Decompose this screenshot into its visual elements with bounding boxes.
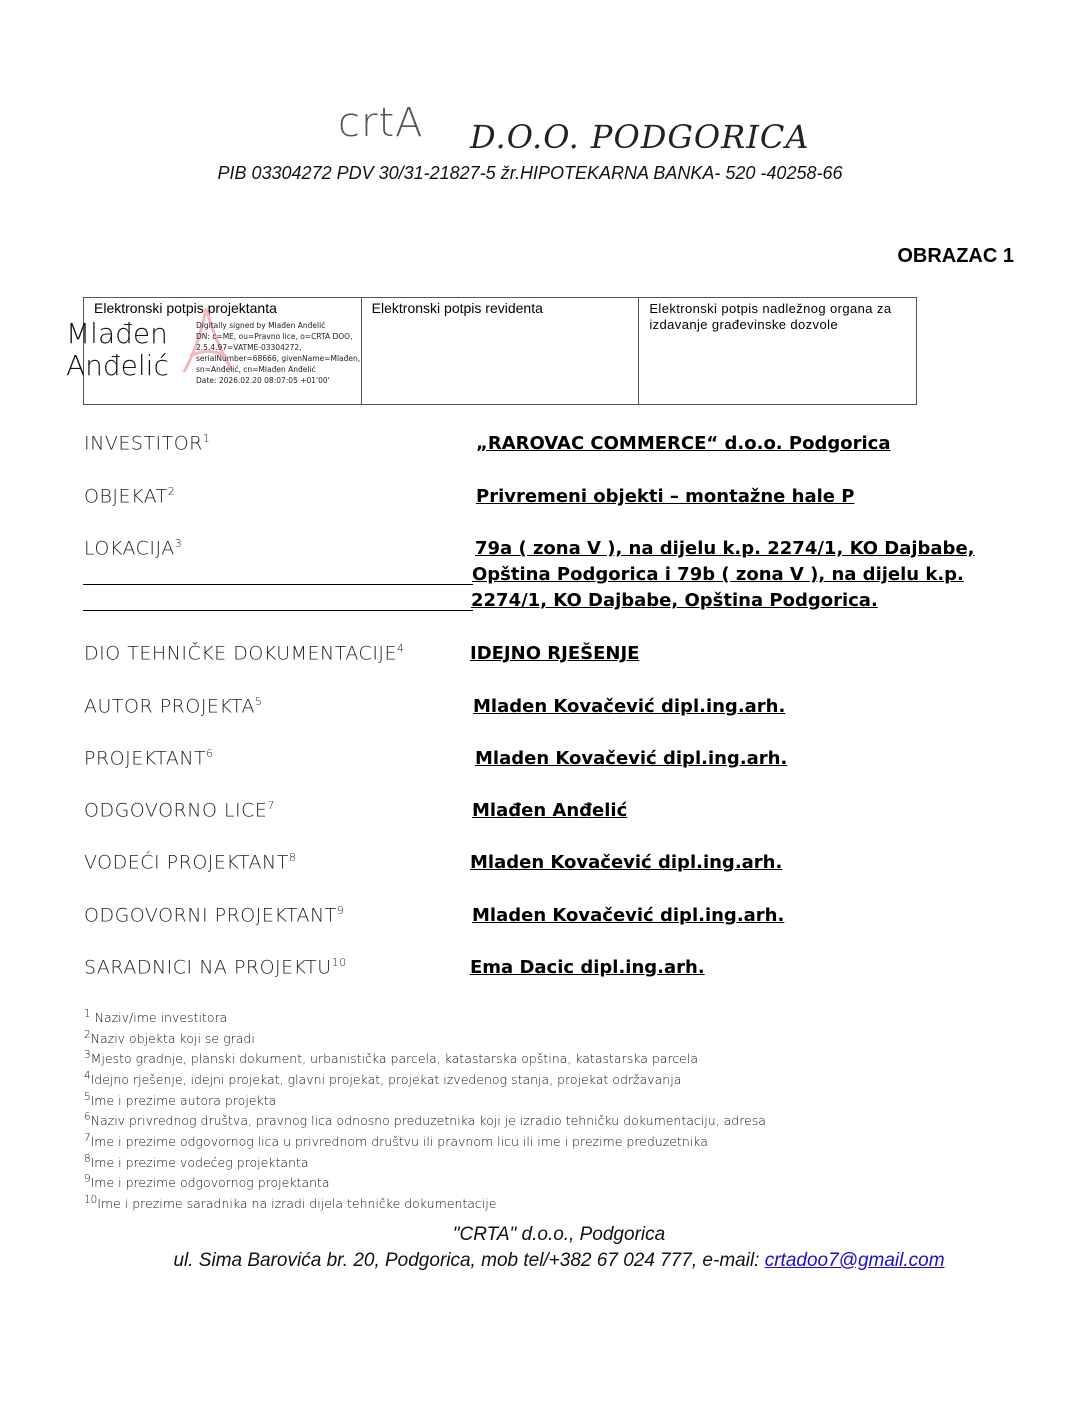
authority-signature-label: Elektronski potpis nadležnog organa za izdavanje građevinske dozvole (649, 301, 892, 332)
object-value: Privremeni objekti – montažne hale P (476, 486, 855, 507)
footnote: $^9$Ime i prezime odgovornog projektanta (84, 1173, 330, 1191)
sig-detail: Date: 2026.02.20 08:07:05 +01'00' (196, 376, 330, 385)
digital-signature-details (196, 320, 360, 386)
field-label: ODGOVORNO LICE$^7$ (84, 799, 275, 822)
reviewer-signature-label: Elektronski potpis revidenta (371, 300, 543, 316)
field-label: SARADNICI NA PROJEKTU$^{10}$ (84, 956, 347, 979)
footnote: $^3$Mjesto gradnje, planski dokument, urbanistička parcela, katastarska opština, katastarska parcela (84, 1049, 699, 1067)
crta-logo: crtA (338, 100, 424, 146)
footer-company: "CRTA" d.o.o., Podgorica (452, 1224, 666, 1245)
footnote: $^{10}$Ime i prezime saradnika na izradi dijela tehničke dokumentacije (84, 1193, 497, 1212)
form-label: OBRAZAC 1 (897, 245, 1014, 267)
sig-detail: Digitally signed by Mlađen Anđelić (196, 321, 326, 330)
sig-detail: serialNumber=68666, givenName=Mlađen, (196, 354, 361, 363)
location-value-line: Opština Podgorica i 79b ( zona V ), na dijelu k.p. (472, 564, 964, 585)
registration-line: PIB 03304272 PDV 30/31-21827-5 žr.HIPOTEKARNA BANKA- 520 -40258-66 (217, 163, 843, 183)
collaborators-value: Ema Dacic dipl.ing.arh. (470, 957, 705, 978)
field-label: OBJEKAT$^2$ (84, 485, 176, 508)
designer-signature-label: Elektronski potpis projektanta (94, 300, 277, 316)
field-label: PROJEKTANT$^6$ (84, 747, 214, 770)
email-link[interactable]: crtadoo7@gmail.com (764, 1250, 945, 1271)
signer-last-name: Anđelić (66, 349, 169, 382)
responsible-designer-value: Mladen Kovačević dipl.ing.arh. (472, 905, 785, 926)
footer-address (0, 1250, 1088, 1272)
footnote: $^7$Ime i prezime odgovornog lica u privrednom društvu ili pravnom licu ili ime i prezime preduzetnika (84, 1131, 708, 1150)
location-value-line: 79a ( zona V ), na dijelu k.p. 2274/1, KO Dajbabe, (475, 538, 975, 559)
authority-signature-cell[interactable] (639, 298, 916, 404)
company-name: D.O.O. PODGORICA (470, 118, 810, 156)
designer-value: Mladen Kovačević dipl.ing.arh. (475, 748, 788, 769)
lead-designer-value: Mladen Kovačević dipl.ing.arh. (470, 852, 783, 873)
responsible-person-value: Mlađen Anđelić (472, 800, 628, 821)
footnotes (84, 1006, 766, 1213)
footnote: $^2$Naziv objekta koji se gradi (84, 1028, 255, 1046)
footnote: $^8$Ime i prezime vodećeg projektanta (84, 1152, 309, 1170)
investor-value: „RAROVAC COMMERCE“ d.o.o. Podgorica (476, 433, 891, 454)
reviewer-signature-cell[interactable] (362, 298, 640, 404)
field-label: LOKACIJA$^3$ (84, 537, 183, 560)
footnote: $^1$ Naziv/ime investitora (84, 1008, 228, 1026)
sig-detail: DN: c=ME, ou=Pravno lice, o=CRTA DOO, (196, 332, 353, 341)
footnote: $^4$Idejno rješenje, idejni projekat, glavni projekat, projekat izvedenog stanja, projekat održavanja (84, 1069, 682, 1088)
underline-divider (83, 584, 473, 585)
doc-part-value: IDEJNO RJEŠENJE (470, 643, 640, 664)
field-label: DIO TEHNIČKE DOKUMENTACIJE$^4$ (84, 642, 405, 665)
underline-divider (83, 610, 473, 611)
sig-detail: sn=Anđelić, cn=Mlađen Anđelić (196, 365, 316, 374)
field-label: INVESTITOR$^1$ (84, 432, 211, 455)
footnote: $^5$Ime i prezime autora projekta (84, 1090, 277, 1108)
signer-name (66, 318, 169, 382)
footer-address-text: ul. Sima Barovića br. 20, Podgorica, mob tel/+382 67 024 777, e-mail: (173, 1250, 765, 1271)
sig-detail: 2.5.4.97=VATME-03304272, (196, 343, 302, 352)
field-label: AUTOR PROJEKTA$^5$ (84, 695, 263, 718)
footnote: $^6$Naziv privrednog društva, pravnog lica odnosno preduzetnika koji je izradio tehničku dokumentaciju, adresa (84, 1111, 766, 1129)
author-value: Mladen Kovačević dipl.ing.arh. (473, 696, 786, 717)
field-label: VODEĆI PROJEKTANT$^8$ (84, 851, 297, 874)
location-value-line: 2274/1, KO Dajbabe, Opština Podgorica. (471, 590, 878, 611)
field-label: ODGOVORNI PROJEKTANT$^9$ (84, 904, 345, 927)
signer-first-name: Mlađen (66, 317, 168, 350)
